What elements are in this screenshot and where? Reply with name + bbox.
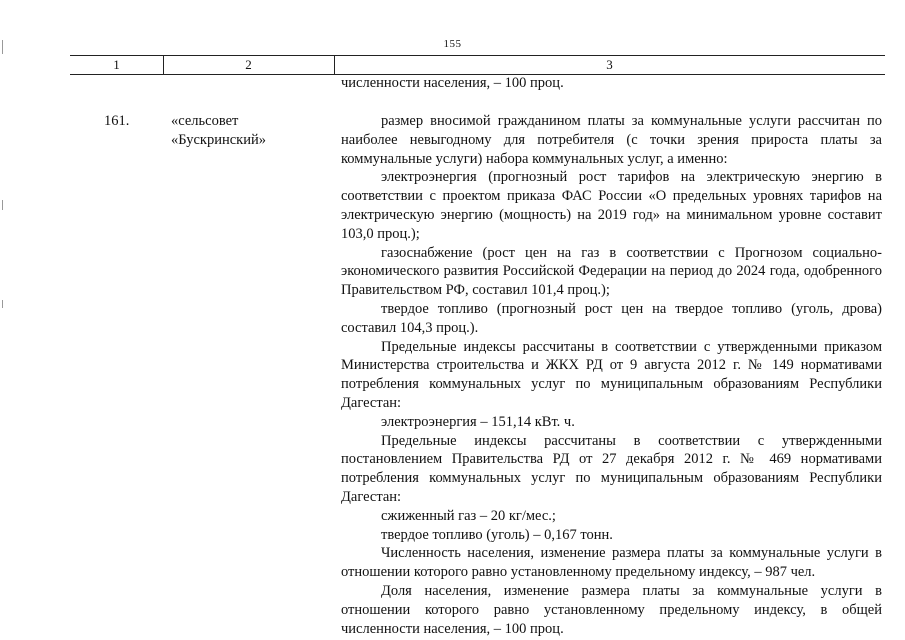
paragraph: Численность населения, изменение размера платы за коммунальные услуги в отношении которого равно установленному предельному индексу, – 987 чел. — [341, 545, 882, 581]
description-column — [341, 112, 882, 638]
header-col-3: 3 — [606, 57, 613, 72]
paragraph: Предельные индексы рассчитаны в соответствии с утвержденными приказом Министерства строительства и ЖКХ РД от 9 августа 2012 г. № 149 нормативами потребления коммунальных услуг по муниципальным образованиям Республики Дагестан: — [341, 338, 882, 411]
paragraph: твердое топливо (прогнозный рост цен на твердое топливо (уголь, дрова) составил 104,3 проц.). — [341, 300, 882, 336]
paragraph: твердое топливо (уголь) – 0,167 тонн. — [381, 526, 613, 543]
header-col-1: 1 — [113, 57, 120, 72]
municipality-name-line: «Бускринский» — [171, 131, 266, 148]
paragraph: размер вносимой гражданином платы за коммунальные услуги рассчитан по наиболее невыгодному для потребителя (с точки зрения прироста платы за коммунальные услуги) набора коммунальных услуг, а именно: — [341, 113, 882, 167]
header-col-2: 2 — [245, 57, 252, 72]
table-header — [70, 55, 885, 75]
paragraph: сжиженный газ – 20 кг/мес.; — [381, 507, 556, 524]
paragraph: газоснабжение (рост цен на газ в соответствии с Прогнозом социально-экономического развития Российской Федерации на период до 2024 года, одобренного Правительством РФ, составил 101,4 проц.); — [341, 244, 882, 299]
scan-margin-mark — [2, 300, 3, 308]
paragraph: Предельные индексы рассчитаны в соответствии с утвержденными постановлением Правительства РД от 27 декабря 2012 г. № 469 нормативами потребления коммунальных услуг по муниципальным образованиям Республики Дагестан: — [341, 432, 882, 505]
paragraph: электроэнергия – 151,14 кВт. ч. — [381, 413, 575, 430]
page-number: 155 — [443, 38, 462, 50]
paragraph: электроэнергия (прогнозный рост тарифов на электрическую энергию в соответствии с проектом приказа ФАС России «О предельных уровнях тарифов на электрическую энергию (мощность) на 2019 год» на минимальном уровне составит 103,0 проц.); — [341, 169, 882, 242]
municipality-name — [171, 112, 331, 150]
scan-margin-mark — [2, 200, 3, 210]
paragraph: Доля населения, изменение размера платы за коммунальные услуги в отношении которого равно установленному предельному индексу, в общей численности населения, – 100 проц. — [341, 582, 882, 637]
continuation-text: численности населения, – 100 проц. — [341, 75, 564, 91]
row-number: 161. — [104, 113, 130, 129]
municipality-name-line: «сельсовет — [171, 113, 239, 129]
